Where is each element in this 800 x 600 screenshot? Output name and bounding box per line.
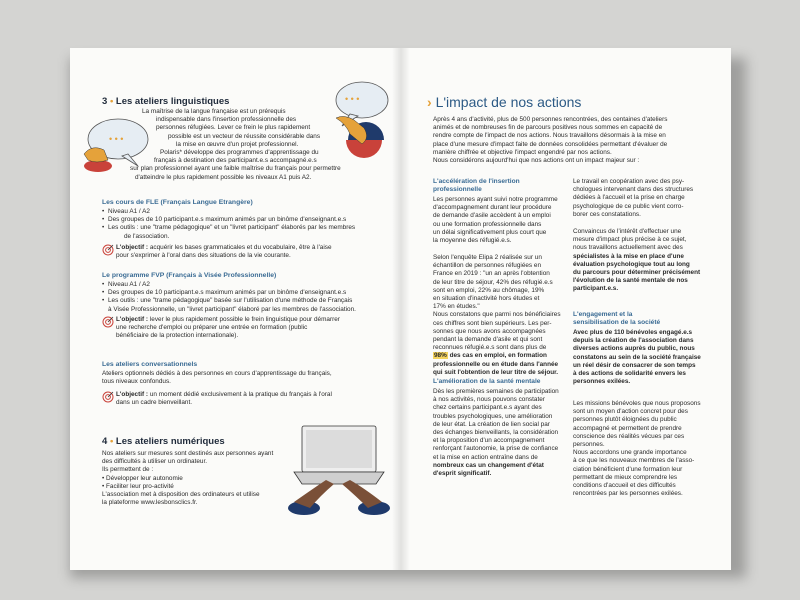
objective-line: une recherche d'emploi ou préparer une entrée en formation (public — [116, 324, 308, 332]
list-item-continued: à Visée Professionnelle, un "livret participant" élaboré par les membres de l'association. — [108, 305, 356, 313]
para-line: Nous constatons que parmi nos bénéficiaires — [433, 311, 561, 319]
para-line: accompagné et permettent de prendre — [573, 424, 682, 432]
objective-label: L'objectif : — [116, 244, 149, 251]
section-4-title: Les ateliers numériques — [115, 436, 225, 447]
section-4-text — [102, 450, 297, 507]
section-3-number: 3 — [102, 96, 108, 107]
col1-para-2 — [433, 254, 563, 377]
col2-heading-engagement — [573, 311, 713, 327]
heading-line: professionnelle — [433, 186, 482, 193]
sec4-line: des difficultés à utiliser un ordinateur. — [102, 458, 208, 466]
intro-line: indispensable dans l'insertion professionnelle des — [156, 116, 297, 124]
para-line: chez certains participant.e.s ayant des — [433, 404, 542, 412]
para-line: un délai significativement plus court que — [433, 228, 547, 236]
para-line: Le travail en coopération avec des psy- — [573, 178, 685, 185]
para-line: dédiées à l'accueil et la prise en charge — [573, 194, 685, 202]
fle-heading: Les cours de FLE (Français Langue Etrangère) — [102, 199, 253, 206]
intro-line: manière chiffrée et objective l'impact engendré par nos actions. — [433, 148, 612, 156]
para-line: mesure d'impact plus précise à ce sujet, — [573, 236, 687, 244]
list-item — [102, 306, 392, 314]
para-line: psychologique de ce public vient corro- — [573, 202, 684, 210]
sec4-line: Nos ateliers sur mesures sont destinés aux personnes ayant — [102, 450, 274, 457]
section-4-dot: • — [109, 436, 114, 447]
intro-line: la mise en œuvre d'un projet professionnel. — [176, 140, 299, 148]
bubble-dots-left: • • • — [109, 134, 124, 144]
para-line: pendant la demande d'asile et qui sont — [433, 336, 543, 344]
para-line: l'évolution de la santé mentale de nos — [573, 277, 688, 285]
list-item — [102, 233, 392, 241]
laptop-illustration — [284, 422, 392, 518]
para-line: Convaincus de l'intérêt d'effectuer une — [573, 228, 682, 235]
para-line: spécialistes à la mise en place d'une — [573, 252, 684, 260]
sec4-line: Ils permettent de : — [102, 466, 154, 474]
col2-para-1 — [573, 178, 705, 219]
para-line: Selon l'enquête Elipa 2 réalisée sur un — [433, 254, 542, 261]
col1-para-1 — [433, 196, 563, 245]
para-line: d'accompagnement durant leur procédure — [433, 204, 552, 212]
para-line: 17% en études." — [433, 303, 480, 311]
objective-line: un moment dédié exclusivement à la pratique du français à l'oral — [149, 391, 332, 398]
para-line: sonnes que nous avons accompagnées — [433, 327, 546, 335]
para-line: chologues intervenant dans des structures — [573, 186, 694, 194]
intro-line: La maîtrise de la langue française est un prérequis — [142, 108, 286, 115]
heading-line: L'accélération de l'insertion — [433, 178, 520, 185]
para-line: de demande d'asile accèdent à un emploi — [433, 212, 551, 220]
impact-title-text: L'impact de nos actions — [435, 94, 582, 110]
intro-line: rendre compte de l'impact de nos actions. Nous travaillons désormais à la mise en — [433, 132, 666, 140]
fvp-objective-text — [116, 316, 392, 341]
right-page — [401, 48, 731, 570]
section-3-title: Les ateliers linguistiques — [115, 96, 230, 107]
intro-line: Polaris* développe des programmes d'apprentissage du — [160, 149, 319, 156]
objective-line: bénéficiaire de la protection internationale). — [116, 332, 239, 340]
sec4-line: • Développer leur autonomie — [102, 474, 183, 482]
objective-label: L'objectif : — [116, 316, 149, 323]
section-3-dot: • — [109, 96, 114, 107]
para-line: la moyenne des réfugié.e.s. — [433, 237, 512, 245]
para-line: d'esprit significatif. — [433, 470, 492, 478]
objective-line: lever le plus rapidement possible le frein linguistique pour démarrer — [149, 316, 340, 323]
conv-text — [102, 370, 392, 386]
para-line: renforçant l'autonomie, la prise de confiance — [433, 445, 559, 453]
heading-line: L'engagement et la — [573, 311, 633, 318]
intro-line: sur plan professionnel ayant une faible maîtrise du français pour permettre — [130, 165, 341, 173]
para-line: du parcours pour déterminer précisément — [573, 269, 701, 277]
list-item: • Niveau A1 / A2 — [102, 208, 392, 216]
conv-heading: Les ateliers conversationnels — [102, 361, 198, 368]
para-line: et la mise en action entraîne dans de — [433, 453, 538, 461]
list-item: • Les outils : une "trame pédagogique" basée sur l'utilisation d'une méthode de Français — [102, 297, 392, 305]
para-line: rencontrées par les personnes exilées. — [573, 490, 683, 498]
impact-title — [427, 94, 581, 110]
col2-para-4 — [573, 400, 713, 498]
intro-line: animés et de nombreuses fin de parcours positives nous sommes en capacité de — [433, 124, 663, 132]
para-line: France en 2019 : "un an après l'obtention — [433, 270, 550, 278]
list-item: • Des groupes de 10 participant.e.s maximum animés par un binôme d'enseignant.e.s — [102, 289, 392, 297]
col1-heading-sante: L'amélioration de la santé mentale — [433, 378, 541, 385]
highlight-98-percent: 98% — [434, 352, 447, 360]
para-line: Nous accordons une grande importance — [573, 449, 687, 457]
para-line: diverses actions auprès du public, nous — [573, 345, 695, 353]
para-line: Les missions bénévoles que nous proposons — [573, 400, 701, 407]
col2-para-2 — [573, 228, 705, 294]
sec4-line: la plateforme www.lesbonsclics.fr. — [102, 499, 198, 507]
target-icon — [102, 391, 114, 403]
objective-line: pour s'exprimer à l'oral dans des situations de la vie courante. — [116, 252, 291, 260]
col1-para-3 — [433, 388, 565, 478]
sec4-line: • Faciliter leur pro-activité — [102, 482, 174, 490]
list-item: • Niveau A1 / A2 — [102, 281, 392, 289]
target-icon — [102, 244, 114, 256]
para-line: Dès les premières semaines de participation — [433, 388, 559, 395]
para-line: conditions d'accueil et des difficultés — [573, 482, 676, 490]
para-line: personnes exilées. — [573, 378, 631, 386]
para-line: depuis la création de l'association dans — [573, 337, 694, 345]
fvp-heading: Le programme FVP (Français à Visée Professionnelle) — [102, 272, 277, 279]
list-item-continued: de l'association. — [124, 232, 170, 240]
target-icon — [102, 316, 114, 328]
objective-line: acquérir les bases grammaticales et du vocabulaire, être à l'aise — [149, 244, 332, 251]
intro-line: français à destination des participant.e.s accompagné.e.s — [154, 157, 317, 165]
objective-line: dans un cadre bienveillant. — [116, 399, 193, 407]
para-line: qui suit l'obtention de leur titre de séjour. — [433, 368, 559, 376]
para-line: ces chiffres sont bien supérieurs. Les per- — [433, 319, 552, 327]
para-line: nous travaillons actuellement avec des — [573, 244, 683, 252]
section-4-number: 4 — [102, 436, 108, 447]
col1-heading-insertion — [433, 178, 563, 194]
para-line: troubles psychologiques, une amélioration — [433, 412, 553, 420]
para-line: participant.e.s. — [573, 285, 619, 293]
fle-objective-text — [116, 244, 392, 260]
para-line: personnes plutôt éloignées du public — [573, 416, 677, 424]
sec4-line: L'association met à disposition des ordinateurs et utilise — [102, 491, 260, 499]
para-line: de leur titre de séjour, 42% des réfugié.e.s — [433, 278, 553, 286]
para-line: à nos activités, nous pouvons constater — [433, 396, 545, 404]
intro-line: place d'une mesure d'impact faite de données consolidées permettant d'évaluer de — [433, 140, 668, 148]
para-line: des échanges bienveillants, la considération — [433, 429, 559, 437]
intro-line: personnes réfugiées. Lever ce frein le plus rapidement — [156, 124, 311, 132]
conv-objective-text — [116, 391, 392, 407]
conv-objective — [102, 391, 392, 411]
intro-line: possible est un vecteur de réussite considérable dans — [168, 132, 321, 140]
para-line: un réel désir de consacrer de son temps — [573, 361, 696, 369]
para-line: à ce que les nouveaux membres de l'asso- — [573, 457, 695, 465]
impact-intro — [433, 116, 719, 165]
fvp-bullets — [102, 281, 392, 314]
para-line: et la proposition d'un accompagnement — [433, 437, 545, 445]
para-line: professionnelle ou en étude dans l'année — [433, 360, 559, 368]
intro-line: Après 4 ans d'activité, plus de 500 personnes rencontrées, des centaines d'ateliers — [433, 116, 668, 123]
para-line: à des actions de solidarité envers les — [573, 370, 686, 378]
para-line: Les personnes ayant suivi notre programme — [433, 196, 558, 203]
section-4-heading — [102, 436, 225, 447]
para-line: personnes. — [573, 441, 605, 449]
heading-line: sensibilisation de la société — [573, 319, 661, 326]
para-line: nombreux cas un changement d'état — [433, 461, 544, 469]
section-3-intro-continued — [130, 149, 390, 182]
intro-line: Nous considérons aujourd'hui que nos actions ont un impact majeur sur : — [433, 157, 640, 165]
para-line: reconnues réfugié.e.s sont dans plus de — [433, 344, 547, 352]
para-line: sont un moyen d'action concret pour des — [573, 408, 688, 416]
list-item: • Des groupes de 10 participant.e.s maximum animés par un binôme d'enseignant.e.s — [102, 216, 392, 224]
objective-label: L'objectif : — [116, 391, 149, 398]
para-line: constatons au sein de la société française — [573, 353, 701, 361]
para-line: de leur état. La création de lien social par — [433, 420, 550, 428]
para-line: conscience des réalités vécues par ces — [573, 432, 685, 440]
para-line: sont en emploi, 22% au chômage, 19% — [433, 286, 545, 294]
chevron-right-icon: › — [427, 94, 432, 110]
list-item: • Les outils : une "trame pédagogique" et un "livret participant" élaborés par les membres — [102, 224, 392, 232]
para-line: permettant de mieux comprendre les — [573, 473, 678, 481]
para-line: Avec plus de 110 bénévoles engagé.e.s — [573, 329, 693, 336]
para-line: des cas en emploi, en formation — [449, 352, 547, 360]
bubble-dots-right: • • • — [345, 94, 360, 104]
fle-objective — [102, 244, 392, 264]
section-3-intro — [142, 108, 332, 149]
left-page — [70, 48, 401, 570]
para-line: en situation d'inactivité hors études et — [433, 295, 540, 303]
para-line: ou une formation professionnelle dans — [433, 220, 542, 228]
col2-para-3 — [573, 329, 713, 386]
intro-line: d'atteindre le plus rapidement possible les niveaux A1 puis A2. — [135, 173, 312, 181]
section-3-heading — [102, 96, 229, 107]
fle-bullets — [102, 208, 392, 241]
conv-line: Ateliers optionnels dédiés à des personnes en cours d'apprentissage du français, — [102, 370, 332, 377]
para-line: évaluation psychologique tout au long — [573, 260, 690, 268]
para-line: échantillon de personnes réfugiées en — [433, 262, 542, 270]
conv-line: tous niveaux confondus. — [102, 378, 171, 386]
fvp-objective — [102, 316, 392, 346]
para-line: borer ces constatations. — [573, 210, 641, 218]
para-line: ciation bénéficient d'une formation leur — [573, 465, 683, 473]
